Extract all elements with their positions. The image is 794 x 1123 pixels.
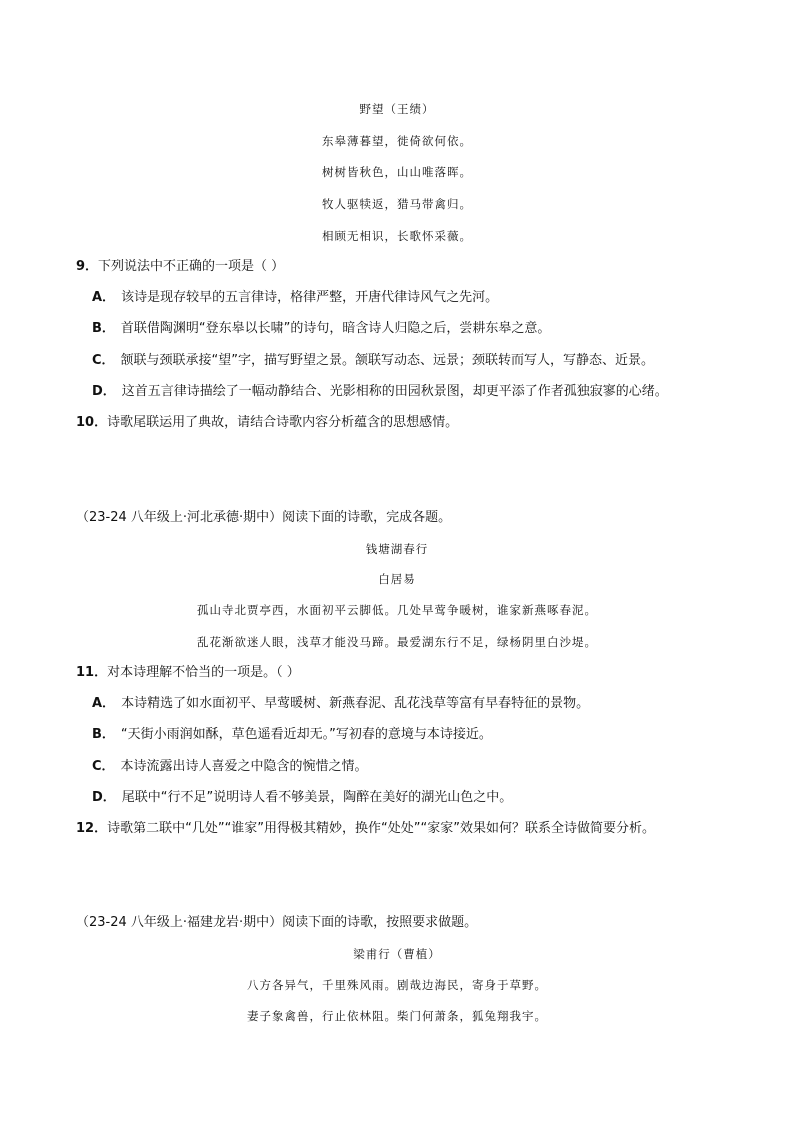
question-text: 诗歌尾联运用了典故，请结合诗歌内容分析蕴含的思想感情。: [107, 415, 459, 430]
option-c: [92, 352, 654, 370]
question-12: [76, 820, 655, 838]
question-10: [76, 414, 458, 432]
poem-line: 牧人驱犊返，猎马带禽归。: [322, 197, 472, 211]
option-letter: A．: [92, 696, 116, 711]
option-a: [92, 289, 498, 307]
poem-line: 妻子象禽兽，行止依林阻。柴门何萧条，狐兔翔我宇。: [247, 1009, 547, 1023]
option-letter: D．: [92, 790, 116, 805]
poem-line: 相顾无相识，长歌怀采薇。: [322, 229, 472, 243]
poem-title: 梁甫行（曹植）: [353, 947, 441, 961]
poem-title: 钱塘湖春行: [365, 542, 429, 556]
question-text: 诗歌第二联中“几处”“谁家”用得极其精妙，换作“处处”“家家”效果如何？联系全诗做简要分析。: [107, 821, 655, 836]
option-d: [92, 383, 668, 401]
poem-title: 野望（王绩）: [359, 102, 435, 116]
option-text: “天街小雨润如酥，草色遥看近却无。”写初春的意境与本诗接近。: [120, 727, 492, 742]
poem-line: 树树皆秋色，山山唯落晖。: [322, 165, 472, 179]
poem-line: 孤山寺北贾亭西，水面初平云脚低。几处早莺争暖树，谁家新燕啄春泥。: [197, 603, 597, 617]
question-number: 10．: [76, 415, 108, 430]
option-letter: D．: [92, 384, 116, 399]
question-number: 11．: [76, 665, 108, 680]
option-b: [92, 320, 550, 338]
question-text: 对本诗理解不恰当的一项是。（ ）: [107, 665, 300, 680]
option-d: [92, 789, 512, 807]
option-letter: B．: [92, 321, 115, 336]
option-letter: B．: [92, 727, 115, 742]
option-text: 尾联中“行不足”说明诗人看不够美景，陶醉在美好的湖光山色之中。: [121, 790, 513, 805]
option-text: 这首五言律诗描绘了一幅动静结合、光影相称的田园秋景图，却更平添了作者孤独寂寥的心绪。: [121, 384, 668, 399]
question-text: 下列说法中不正确的一项是（ ）: [98, 259, 285, 274]
question-11: [76, 664, 300, 682]
question-9: [76, 258, 284, 276]
poem-line: 乱花渐欲迷人眼，浅草才能没马蹄。最爱湖东行不足，绿杨阴里白沙堤。: [197, 635, 597, 649]
poem-author: 白居易: [378, 572, 416, 586]
option-text: 首联借陶渊明“登东皋以长啸”的诗句，暗含诗人归隐之后，尝耕东皋之意。: [120, 321, 551, 336]
option-letter: A．: [92, 290, 116, 305]
reading-source: （23-24 八年级上·福建龙岩·期中）阅读下面的诗歌，按照要求做题。: [76, 915, 478, 930]
option-text: 本诗精选了如水面初平、早莺暖树、新燕春泥、乱花浅草等富有早春特征的景物。: [121, 696, 590, 711]
option-c: [92, 758, 368, 776]
poem-line: 八方各异气，千里殊风雨。剧哉边海民，寄身于草野。: [247, 978, 547, 992]
reading-source: （23-24 八年级上·河北承德·期中）阅读下面的诗歌，完成各题。: [76, 510, 452, 525]
poem-line: 东皋薄暮望，徙倚欲何依。: [322, 134, 472, 148]
question-number: 9．: [76, 259, 99, 274]
option-letter: C．: [92, 353, 115, 368]
option-text: 该诗是现存较早的五言律诗，格律严整，开唐代律诗风气之先河。: [121, 290, 499, 305]
question-number: 12．: [76, 821, 108, 836]
option-text: 颔联与颈联承接“望”字，描写野望之景。颔联写动态、远景；颈联转而写人，写静态、近景。: [120, 353, 655, 368]
option-text: 本诗流露出诗人喜爱之中隐含的惋惜之情。: [120, 759, 368, 774]
option-a: [92, 695, 589, 713]
option-b: [92, 726, 492, 744]
option-letter: C．: [92, 759, 115, 774]
